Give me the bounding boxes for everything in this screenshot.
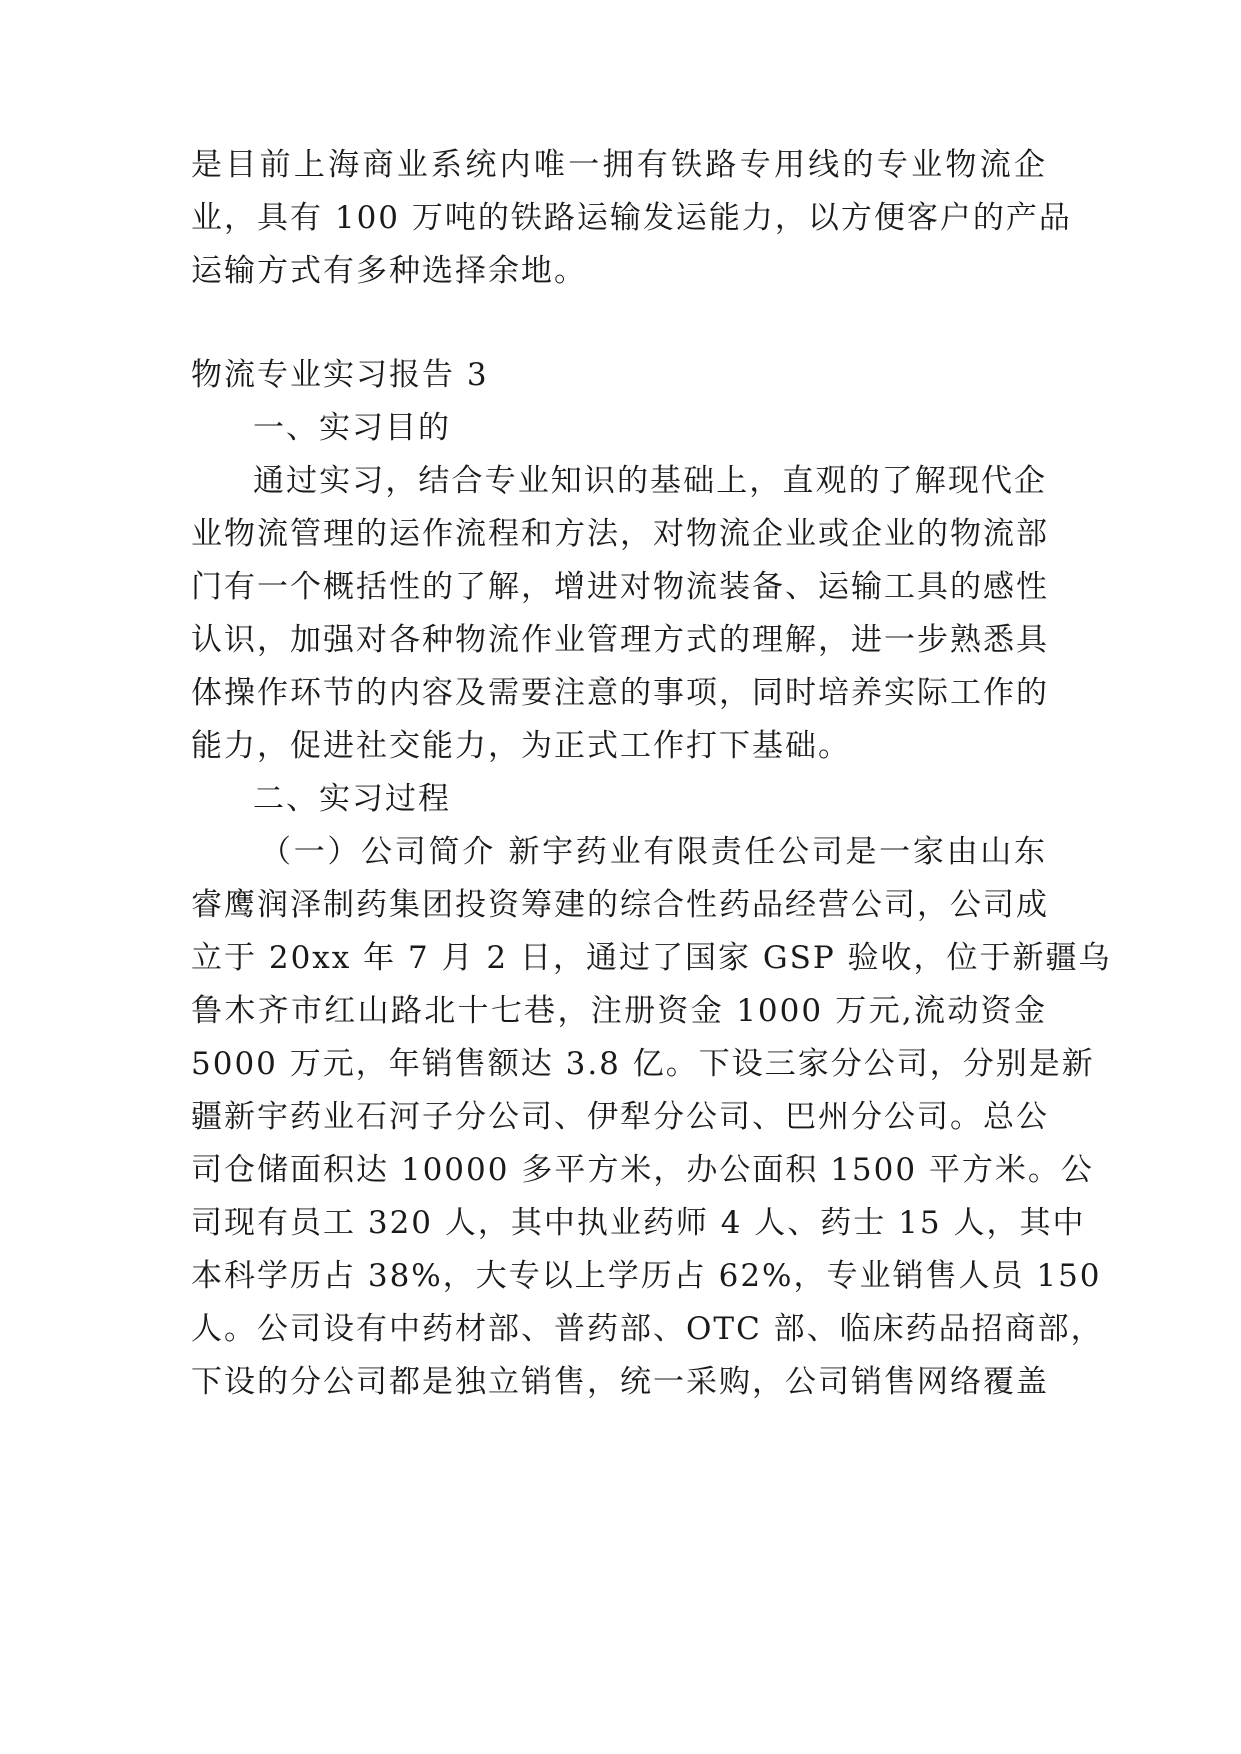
intro-line-1: 是目前上海商业系统内唯一拥有铁路专用线的专业物流企	[191, 147, 1047, 183]
section2-line-6: 疆新宇药业石河子分公司、伊犁分公司、巴州分公司。总公	[191, 1099, 1049, 1135]
section2-line-7: 司仓储面积达 10000 多平方米，办公面积 1500 平方米。公	[191, 1152, 1094, 1188]
section2-line-9: 本科学历占 38%，大专以上学历占 62%，专业销售人员 150	[191, 1258, 1102, 1294]
section2-line-4: 鲁木齐市红山路北十七巷，注册资金 1000 万元,流动资金	[191, 993, 1047, 1029]
intro-line-3: 运输方式有多种选择余地。	[191, 253, 587, 289]
section1-line-3: 门有一个概括性的了解，增进对物流装备、运输工具的感性	[191, 569, 1049, 605]
section2-line-3: 立于 20xx 年 7 月 2 日，通过了国家 GSP 验收，位于新疆乌	[191, 940, 1112, 976]
report-title: 物流专业实习报告 3	[191, 357, 489, 393]
section1-line-5: 体操作环节的内容及需要注意的事项，同时培养实际工作的	[191, 675, 1049, 711]
section1-line-1: 通过实习，结合专业知识的基础上，直观的了解现代企	[253, 463, 1047, 499]
section2-line-2: 睿鹰润泽制药集团投资筹建的综合性药品经营公司，公司成	[191, 887, 1049, 923]
section2-heading: 二、实习过程	[253, 781, 451, 817]
section2-line-1: （一）公司简介 新宇药业有限责任公司是一家由山东	[260, 834, 1047, 870]
section1-line-2: 业物流管理的运作流程和方法，对物流企业或企业的物流部	[191, 516, 1049, 552]
intro-line-2: 业，具有 100 万吨的铁路运输发运能力，以方便客户的产品	[191, 200, 1072, 236]
section1-line-6: 能力，促进社交能力，为正式工作打下基础。	[191, 728, 851, 764]
section2-line-11: 下设的分公司都是独立销售，统一采购，公司销售网络覆盖	[191, 1364, 1049, 1400]
section1-line-4: 认识，加强对各种物流作业管理方式的理解，进一步熟悉具	[191, 622, 1049, 658]
section2-line-8: 司现有员工 320 人，其中执业药师 4 人、药士 15 人，其中	[191, 1205, 1086, 1241]
section2-line-5: 5000 万元，年销售额达 3.8 亿。下设三家分公司，分别是新	[191, 1046, 1095, 1082]
section1-heading: 一、实习目的	[253, 410, 451, 446]
section2-line-10: 人。公司设有中药材部、普药部、OTC 部、临床药品招商部，	[191, 1311, 1104, 1347]
